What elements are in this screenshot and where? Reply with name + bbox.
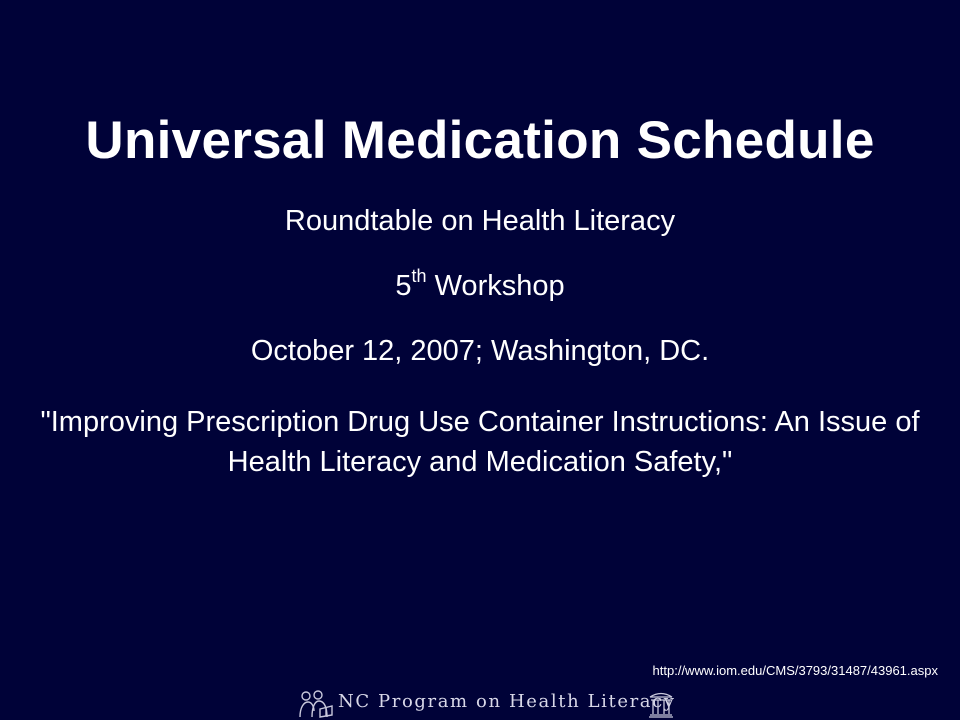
source-url: http://www.iom.edu/CMS/3793/31487/43961.aspx bbox=[652, 663, 938, 678]
workshop-label: Workshop bbox=[426, 270, 565, 302]
slide-title: Universal Medication Schedule bbox=[85, 111, 875, 170]
workshop-ordinal-suffix: th bbox=[411, 266, 427, 287]
footer-branding bbox=[0, 686, 960, 720]
date-location: October 12, 2007; Washington, DC. bbox=[250, 335, 710, 367]
people-reading-icon bbox=[296, 689, 336, 719]
subtitle-roundtable: Roundtable on Health Literacy bbox=[284, 205, 676, 237]
publication-title-quote: "Improving Prescription Drug Use Container Instructions: An Issue of Health Literacy and Medication Safety," bbox=[40, 406, 920, 478]
workshop-number: 5 bbox=[395, 270, 412, 302]
program-name: NC Program on Health Literacy bbox=[338, 691, 676, 712]
workshop-line bbox=[0, 268, 960, 304]
old-well-column-icon bbox=[648, 690, 674, 718]
